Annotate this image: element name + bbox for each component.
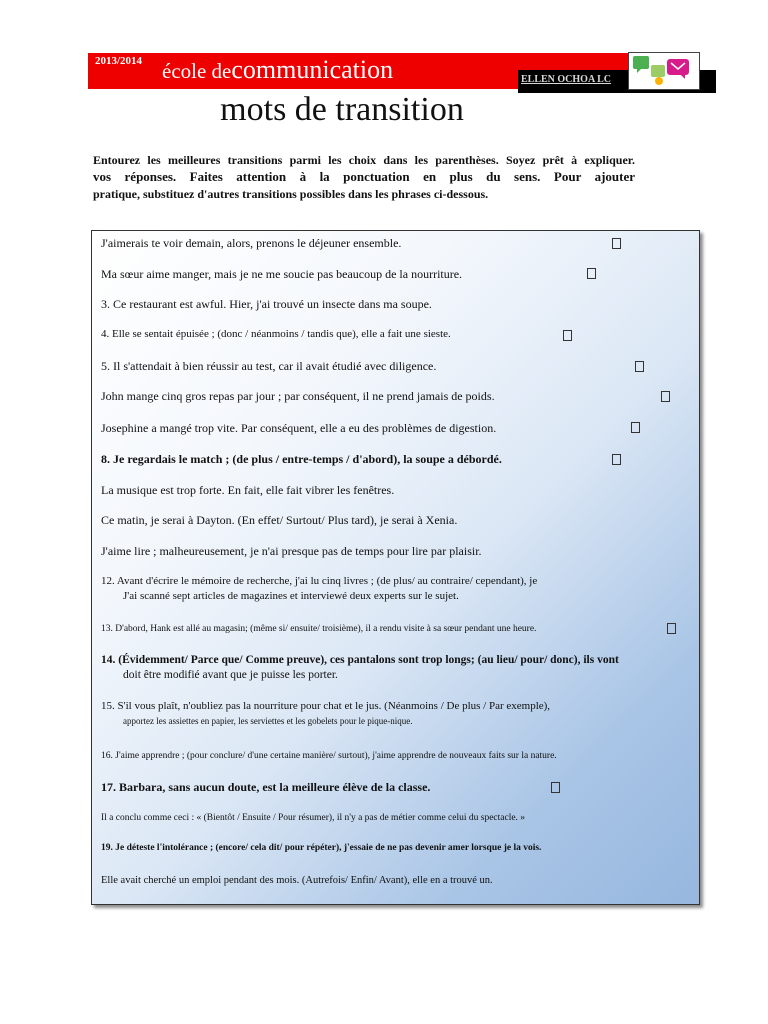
exercise-item: 13. D'abord, Hank est allé au magasin; (même si/ ensuite/ troisième), il a rendu visite à sa sœur pendant une heure. bbox=[101, 624, 537, 634]
checkbox-icon[interactable] bbox=[612, 238, 621, 249]
exercise-item: Ce matin, je serai à Dayton. (En effet/ Surtout/ Plus tard), je serai à Xenia. bbox=[101, 513, 458, 527]
exercise-item: John mange cinq gros repas par jour ; par conséquent, il ne prend jamais de poids. bbox=[101, 389, 495, 403]
checkbox-icon[interactable] bbox=[631, 422, 640, 433]
exercise-item: Josephine a mangé trop vite. Par conséquent, elle a eu des problèmes de digestion. bbox=[101, 421, 497, 435]
school-year: 2013/2014 bbox=[95, 55, 143, 67]
instructions-line-1: Entourez les meilleures transitions parmi les choix dans les parenthèses. Soyez prêt à expliquer. bbox=[93, 153, 635, 167]
exercise-item: J'aimerais te voir demain, alors, prenons le déjeuner ensemble. bbox=[101, 236, 402, 250]
checkbox-icon[interactable] bbox=[635, 361, 644, 372]
exercise-item: 12. Avant d'écrire le mémoire de recherche, j'ai lu cinq livres ; (de plus/ au contraire/ cependant), je J'ai scanné sept articles de magazines et interviewé deux experts sur le sujet. bbox=[101, 575, 538, 602]
exercise-item: 14. (Évidemment/ Parce que/ Comme preuve), ces pantalons sont trop longs; (au lieu/ pour/ donc), ils vont doit être modifié avant que je puisse les porter. bbox=[101, 654, 619, 681]
checkbox-icon[interactable] bbox=[587, 268, 596, 279]
checkbox-icon[interactable] bbox=[612, 454, 621, 465]
checkbox-icon[interactable] bbox=[661, 391, 670, 402]
school-name bbox=[162, 55, 393, 86]
exercise-item: J'aime lire ; malheureusement, je n'ai presque pas de temps pour lire par plaisir. bbox=[101, 544, 482, 558]
exercise-item: La musique est trop forte. En fait, elle fait vibrer les fenêtres. bbox=[101, 483, 395, 497]
exercise-item: 15. S'il vous plaît, n'oubliez pas la nourriture pour chat et le jus. (Néanmoins / De plus / Par exemple), apportez les assiettes en papier, les serviettes et les gobelets pour le pique-nique. bbox=[101, 700, 551, 726]
instructions-line-2: vos réponses. Faites attention à la ponctuation en plus du sens. Pour ajouter bbox=[93, 169, 635, 184]
exercise-item: 8. Je regardais le match ; (de plus / entre-temps / d'abord), la soupe a débordé. bbox=[101, 452, 502, 466]
exercise-item: 3. Ce restaurant est awful. Hier, j'ai trouvé un insecte dans ma soupe. bbox=[101, 297, 432, 311]
exercise-item: Il a conclu comme ceci : « (Bientôt / Ensuite / Pour résumer), il n'y a pas de métier comme celui du spectacle. » bbox=[101, 813, 526, 823]
exercise-item: Ma sœur aime manger, mais je ne me soucie pas beaucoup de la nourriture. bbox=[101, 267, 463, 281]
school-main: communication bbox=[231, 55, 394, 84]
page-title: mots de transition bbox=[220, 91, 464, 128]
instructions-line-3: pratique, substituez d'autres transitions possibles dans les phrases ci-dessous. bbox=[93, 187, 489, 201]
checkbox-icon[interactable] bbox=[551, 782, 560, 793]
instructions bbox=[93, 152, 635, 202]
chat-logo-icon bbox=[628, 52, 700, 90]
checkbox-icon[interactable] bbox=[667, 623, 676, 634]
exercise-item: 5. Il s'attendait à bien réussir au test, car il avait étudié avec diligence. bbox=[101, 359, 437, 373]
exercise-item: 17. Barbara, sans aucun doute, est la meilleure élève de la classe. bbox=[101, 780, 431, 794]
school-prefix: école de bbox=[162, 59, 232, 83]
student-name: ELLEN OCHOA LC bbox=[521, 74, 612, 85]
exercise-item: Elle avait cherché un emploi pendant des mois. (Autrefois/ Enfin/ Avant), elle en a trouvé un. bbox=[101, 875, 493, 886]
exercise-item: 19. Je déteste l'intolérance ; (encore/ cela dit/ pour répéter), j'essaie de ne pas devenir amer lorsque je la vois. bbox=[101, 843, 542, 853]
exercise-item: 4. Elle se sentait épuisée ; (donc / néanmoins / tandis que), elle a fait une sieste. bbox=[101, 328, 451, 340]
exercise-item: 16. J'aime apprendre ; (pour conclure/ d'une certaine manière/ surtout), j'aime apprendre de nouveaux faits sur la nature. bbox=[101, 751, 557, 761]
checkbox-icon[interactable] bbox=[563, 330, 572, 341]
